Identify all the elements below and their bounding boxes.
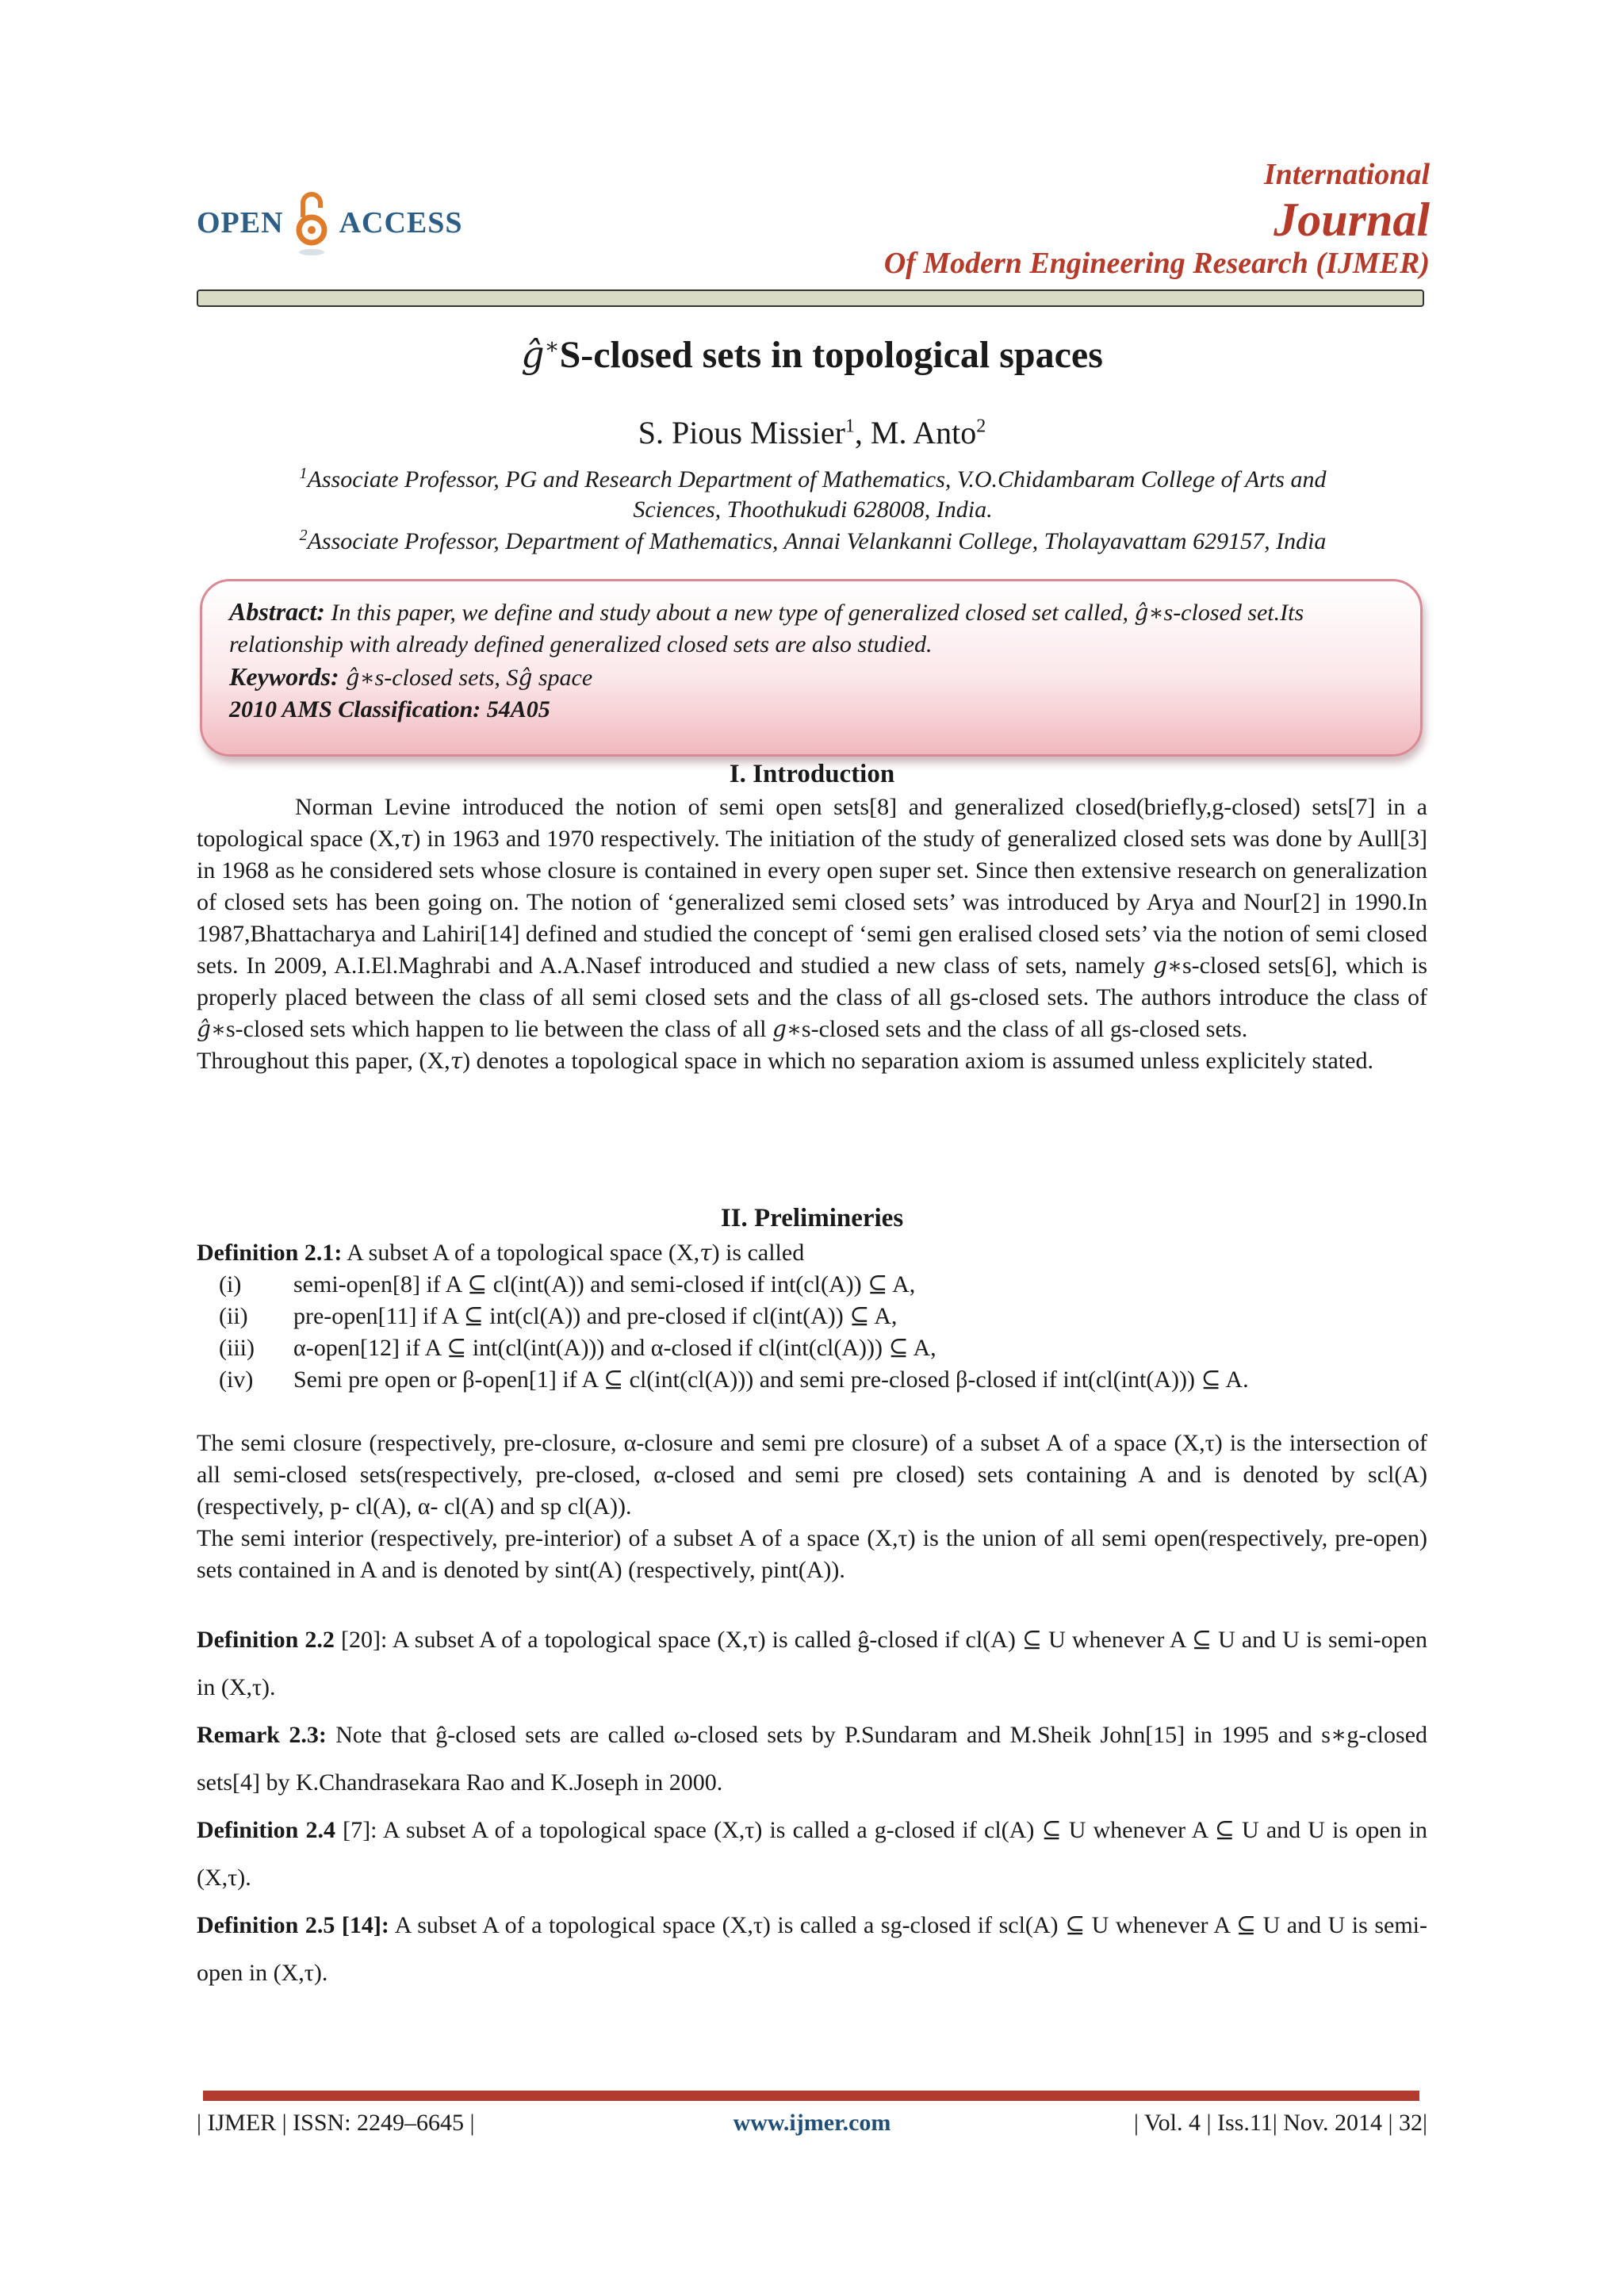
paper-title <box>0 333 1624 377</box>
def21-a: A subset A of a topological space (X, <box>342 1240 700 1266</box>
ghatstar-symbol: ĝ∗ <box>197 1016 226 1042</box>
list-num: (iv) <box>219 1366 254 1393</box>
intro-p1-b: ) in 1963 and 1970 respectively. The initiation of the study of generalized closed sets was done by Aull[3] in 1968 as he considered sets whose closure is contained in every open super set. Since then extensive research on generalization of closed sets has been going on. The notion of ‘generalized semi closed sets’ was introduced by Arya and Nour[2] in 1990.In 1987,Bhattacharya and Lahiri[14] defined and studied the concept of ‘semi gen eralised closed sets’ via the notion of semi closed sets. In 2009, A.I.El.Maghrabi and A.A.Nasef introduced and studied a new class of sets, namely <box>197 826 1427 979</box>
author-1-sup: 1 <box>845 416 855 437</box>
journal-line2: Journal <box>1274 194 1430 246</box>
aff1-line1: Associate Professor, PG and Research Department of Mathematics, V.O.Chidambaram College of Arts and <box>307 466 1327 493</box>
affiliation-2 <box>198 520 1427 557</box>
kw-text-b: space <box>532 665 593 691</box>
definition-2-2 <box>197 1616 1427 1711</box>
journal-header <box>884 155 1430 281</box>
title-star: ∗ <box>544 335 560 359</box>
author-1: S. Pious Missier <box>638 415 845 450</box>
intro-paragraph-1 <box>197 792 1427 1045</box>
intro-paragraph-2 <box>197 1045 1427 1077</box>
tau-symbol: τ <box>400 826 413 852</box>
open-access-logo <box>197 187 463 259</box>
def24-text: [7]: A subset A of a topological space (X,τ) is called a g-closed if cl(A) ⊆ U whenever A ⊆ U and U is open in (X,τ). <box>197 1817 1427 1891</box>
footer-link[interactable]: www.ijmer.com <box>733 2110 891 2136</box>
gstar-symbol-2: g∗ <box>772 1016 802 1042</box>
header-rule <box>197 289 1424 307</box>
remark-2-3 <box>197 1711 1427 1807</box>
abstract-label: Abstract: <box>229 597 325 626</box>
list-text: pre-open[11] if A ⊆ int(cl(A)) and pre-closed if cl(int(A)) ⊆ A, <box>293 1303 898 1329</box>
aff2-line: Associate Professor, Department of Mathematics, Annai Velankanni College, Tholayavattam 629157, India <box>307 528 1327 554</box>
abstract-symbol: ĝ∗ <box>1134 600 1164 626</box>
definition-2-5 <box>197 1902 1427 1997</box>
author-2-sup: 2 <box>976 416 986 437</box>
list-num: (iii) <box>219 1335 255 1361</box>
rem23-text: Note that ĝ-closed sets are called ω-closed sets by P.Sundaram and M.Sheik John[15] in 1995 and s∗g-closed sets[4] by K.Chandrasekara Rao and K.Joseph in 2000. <box>197 1722 1428 1796</box>
def24-label: Definition 2.4 <box>197 1817 335 1843</box>
list-num: (i) <box>219 1271 242 1297</box>
gstar-symbol: g∗ <box>1153 953 1182 979</box>
def25-text: A subset A of a topological space (X,τ) is called a sg-closed if scl(A) ⊆ U whenever A ⊆ U and U is semi-open in (X,τ). <box>197 1912 1427 1986</box>
footer-left: | IJMER | ISSN: 2249–6645 | <box>197 2110 475 2136</box>
kw-symbol-2: ĝ <box>518 665 533 691</box>
def21-label: Definition 2.1: <box>197 1240 343 1266</box>
author-2: , M. Anto <box>854 415 977 450</box>
intro-p2-a: Throughout this paper, (X, <box>197 1048 450 1074</box>
abstract-box <box>200 579 1423 757</box>
def25-label: Definition 2.5 [14]: <box>197 1912 389 1938</box>
definition-2-4 <box>197 1807 1427 1902</box>
footer-right: | Vol. 4 | Iss.11| Nov. 2014 | 32| <box>1133 2110 1427 2136</box>
definition-2-1 <box>197 1237 1427 1269</box>
def21-b: ) is called <box>711 1240 805 1266</box>
section-1-heading: I. Introduction <box>729 760 895 788</box>
journal-line3: Of Modern Engineering Research (IJMER) <box>883 247 1430 280</box>
tau-symbol-2: τ <box>450 1048 463 1074</box>
tau-symbol-3: τ <box>699 1240 712 1266</box>
rem23-label: Remark 2.3: <box>197 1722 327 1748</box>
intro-p1-d: s-closed sets which happen to lie between the class of all <box>225 1016 772 1042</box>
aff1-line2: Sciences, Thoothukudi 628008, India. <box>633 496 993 523</box>
aff1-sup: 1 <box>299 465 308 482</box>
ams-classification: 2010 AMS Classification: 54A05 <box>229 696 550 723</box>
kw-text-a: s-closed sets, S <box>374 665 519 691</box>
abstract-text-a: In this paper, we define and study about a new type of generalized closed set called, <box>324 600 1135 626</box>
closure-paragraph: The semi closure (respectively, pre-closure, α-closure and semi pre closure) of a subset A of a space (X,τ) is the intersection of all semi-closed sets(respectively, pre-closed, α-closed and semi pre closed) sets containing A and is denoted by scl(A) (respectively, p- cl(A), α- cl(A) and sp cl(A)). <box>197 1430 1427 1520</box>
list-text: Semi pre open or β-open[1] if A ⊆ cl(int(cl(A))) and semi pre-closed β-closed if int(cl(int(A))) ⊆ A. <box>293 1366 1249 1393</box>
introduction-body <box>197 792 1427 1077</box>
authors <box>0 414 1624 451</box>
footer <box>197 2110 1427 2145</box>
list-text: semi-open[8] if A ⊆ cl(int(A)) and semi-closed if int(cl(A)) ⊆ A, <box>293 1271 916 1297</box>
journal-line1: International <box>1263 158 1430 191</box>
def22-label: Definition 2.2 <box>197 1627 335 1653</box>
list-item <box>197 1301 1427 1332</box>
preliminaries-body <box>197 1237 1427 1997</box>
kw-symbol: ĝ∗ <box>345 665 375 691</box>
footer-rule <box>203 2091 1419 2101</box>
list-text: α-open[12] if A ⊆ int(cl(int(A))) and α-closed if cl(int(cl(A))) ⊆ A, <box>293 1335 936 1361</box>
section-2-heading: II. Prelimineries <box>720 1204 904 1232</box>
title-text: S-closed sets in topological spaces <box>559 334 1103 376</box>
abstract-text-b: s-closed set.Its relationship with already defined generalized closed sets are also studied. <box>229 600 1304 657</box>
interior-paragraph: The semi interior (respectively, pre-interior) of a subset A of a space (X,τ) is the union of all semi open(respectively, pre-open) sets contained in A and is denoted by sint(A) (respectively, pint(A)). <box>197 1525 1427 1583</box>
list-num: (ii) <box>219 1303 248 1329</box>
open-access-right: ACCESS <box>339 206 463 240</box>
list-item <box>197 1364 1427 1396</box>
intro-p1-a: Norman Levine introduced the notion of semi open sets[8] and generalized closed(briefly,g-closed) sets[7] in a topological space (X, <box>197 794 1427 852</box>
intro-p2-b: ) denotes a topological space in which no separation axiom is assumed unless explicitely stated. <box>462 1048 1373 1074</box>
intro-p1-c: s-closed sets[6], which is properly placed between the class of all semi closed sets and the class of all gs-closed sets. The authors introduce the class of <box>197 953 1427 1010</box>
open-lock-icon <box>293 187 330 259</box>
intro-p1-e: s-closed sets and the class of all gs-closed sets. <box>801 1016 1248 1042</box>
keywords-label: Keywords: <box>229 662 346 691</box>
abstract-text <box>229 596 1392 661</box>
keywords <box>229 661 1392 694</box>
open-access-left: OPEN <box>197 206 284 240</box>
affiliation-1 <box>198 458 1427 525</box>
title-symbol: ĝ <box>521 333 545 376</box>
def22-text: [20]: A subset A of a topological space (X,τ) is called ĝ-closed if cl(A) ⊆ U whenever A ⊆ U and U is semi-open in (X,τ). <box>197 1627 1427 1700</box>
aff2-sup: 2 <box>299 527 308 544</box>
list-item <box>197 1269 1427 1301</box>
list-item <box>197 1332 1427 1364</box>
